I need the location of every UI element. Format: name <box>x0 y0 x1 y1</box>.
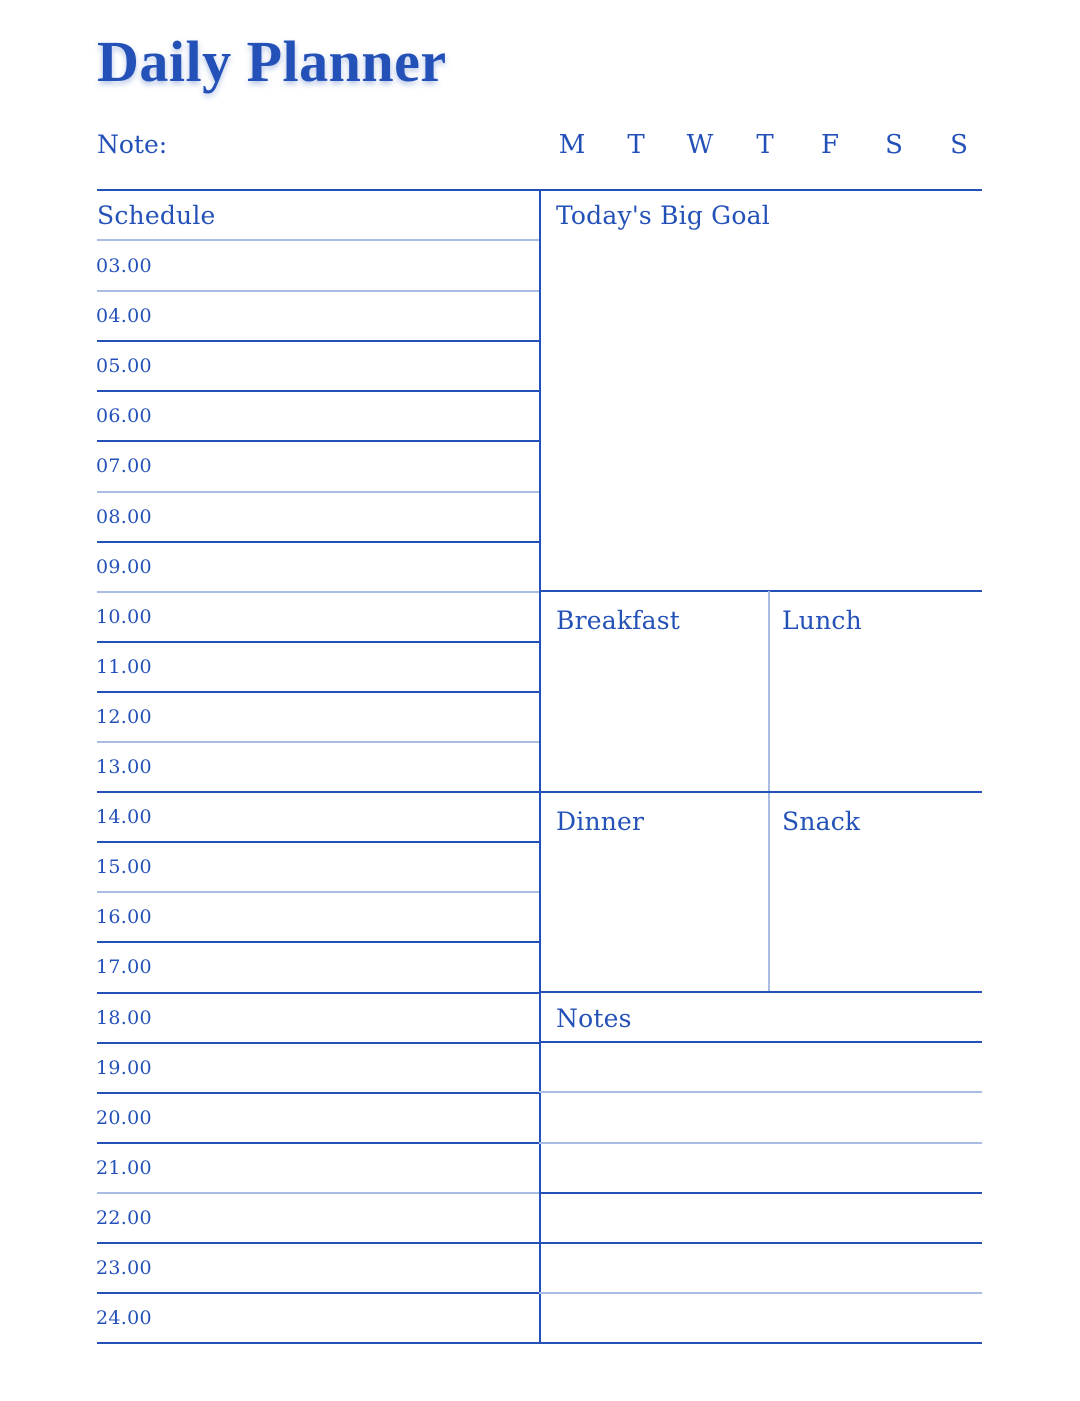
breakfast-area[interactable] <box>541 640 767 790</box>
schedule-slot[interactable] <box>160 1294 538 1340</box>
schedule-slot[interactable] <box>160 442 538 488</box>
schedule-time: 11.00 <box>96 655 152 678</box>
schedule-time: 21.00 <box>96 1156 152 1179</box>
meals-middle-rule <box>539 791 982 793</box>
big-goal-area[interactable] <box>541 240 981 588</box>
schedule-slot[interactable] <box>160 843 538 889</box>
schedule-time: 23.00 <box>96 1257 152 1279</box>
schedule-slot[interactable] <box>160 1044 538 1090</box>
note-label: Note: <box>97 130 168 159</box>
schedule-time: 17.00 <box>96 956 152 979</box>
day-saturday[interactable]: S <box>885 130 903 160</box>
schedule-heading-rule <box>97 239 539 241</box>
schedule-time: 08.00 <box>96 505 152 528</box>
schedule-slot[interactable] <box>160 1144 538 1190</box>
schedule-time: 03.00 <box>96 255 152 277</box>
schedule-slot[interactable] <box>160 1244 538 1290</box>
schedule-slot[interactable] <box>160 994 538 1040</box>
schedule-slot[interactable] <box>160 893 538 939</box>
notes-entry[interactable] <box>541 1043 981 1089</box>
day-monday[interactable]: M <box>558 130 586 160</box>
schedule-time: 05.00 <box>96 355 152 378</box>
schedule-time: 12.00 <box>96 705 152 728</box>
notes-entry[interactable] <box>541 1294 981 1340</box>
schedule-time: 10.00 <box>96 605 152 628</box>
schedule-slot[interactable] <box>160 943 538 989</box>
bottom-border <box>97 1342 982 1344</box>
schedule-slot[interactable] <box>160 793 538 839</box>
weekday-selector <box>555 130 975 162</box>
schedule-slot[interactable] <box>160 493 538 539</box>
schedule-slot[interactable] <box>160 593 538 639</box>
notes-entry[interactable] <box>541 1144 981 1190</box>
notes-entry[interactable] <box>541 1194 981 1240</box>
schedule-time: 07.00 <box>96 455 152 478</box>
notes-heading: Notes <box>556 1004 632 1033</box>
day-sunday[interactable]: S <box>950 130 968 160</box>
notes-entry[interactable] <box>541 1093 981 1140</box>
day-thursday[interactable]: T <box>756 130 774 160</box>
schedule-time: 04.00 <box>96 305 152 328</box>
schedule-slot[interactable] <box>160 643 538 689</box>
schedule-time: 22.00 <box>96 1206 152 1229</box>
schedule-time: 18.00 <box>96 1006 152 1029</box>
schedule-time: 09.00 <box>96 555 152 578</box>
lunch-area[interactable] <box>770 640 981 790</box>
schedule-time: 13.00 <box>96 756 152 778</box>
notes-entry[interactable] <box>541 1244 981 1290</box>
lunch-heading: Lunch <box>782 606 862 635</box>
schedule-slot[interactable] <box>160 342 538 388</box>
dinner-area[interactable] <box>541 842 767 990</box>
schedule-slot[interactable] <box>160 242 538 288</box>
snack-area[interactable] <box>770 842 981 990</box>
schedule-time: 19.00 <box>96 1056 152 1079</box>
day-tuesday[interactable]: T <box>627 130 645 160</box>
page-title: Daily Planner <box>97 29 447 94</box>
schedule-time: 06.00 <box>96 405 152 428</box>
breakfast-heading: Breakfast <box>556 606 681 635</box>
day-wednesday[interactable]: W <box>686 130 714 160</box>
schedule-slot[interactable] <box>160 693 538 739</box>
meals-bottom-rule <box>539 991 982 993</box>
schedule-slot[interactable] <box>160 543 538 589</box>
schedule-time: 24.00 <box>96 1307 152 1330</box>
schedule-slot[interactable] <box>160 392 538 438</box>
snack-heading: Snack <box>782 807 861 836</box>
schedule-time: 16.00 <box>96 906 152 929</box>
schedule-slot[interactable] <box>160 1094 538 1140</box>
schedule-time: 15.00 <box>96 856 152 879</box>
big-goal-bottom-rule <box>539 590 982 592</box>
schedule-slot[interactable] <box>160 743 538 789</box>
dinner-heading: Dinner <box>556 807 645 836</box>
schedule-time: 14.00 <box>96 806 152 829</box>
schedule-slot[interactable] <box>160 292 538 338</box>
day-friday[interactable]: F <box>820 130 840 160</box>
big-goal-heading: Today's Big Goal <box>556 201 770 230</box>
schedule-heading: Schedule <box>97 201 216 230</box>
schedule-time: 20.00 <box>96 1106 152 1129</box>
schedule-slot[interactable] <box>160 1194 538 1240</box>
